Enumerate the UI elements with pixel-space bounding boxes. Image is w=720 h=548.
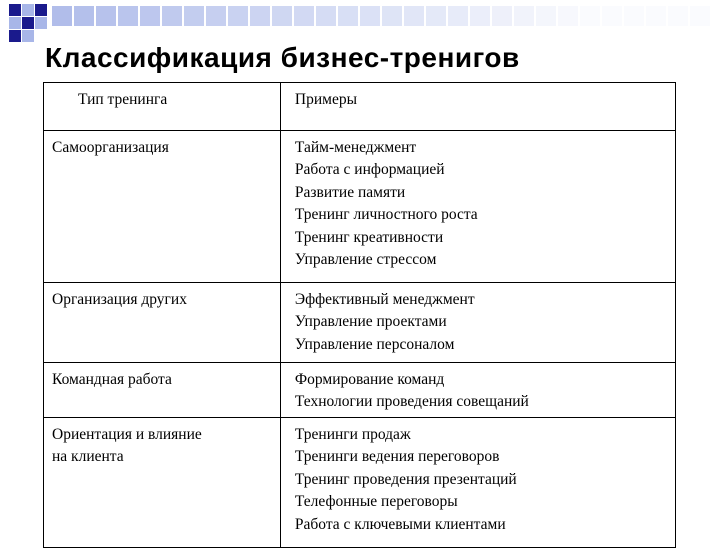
decorative-square xyxy=(206,6,226,26)
decorative-square xyxy=(250,6,270,26)
training-type-line: Организация других xyxy=(52,291,187,308)
decorative-square xyxy=(294,6,314,26)
decorative-square xyxy=(404,6,424,26)
example-item: Управление стрессом xyxy=(294,251,437,269)
example-item: Работа с ключевыми клиентами xyxy=(294,515,506,533)
decorative-square xyxy=(22,30,34,42)
table-row xyxy=(44,363,676,418)
example-item: Тренинги продаж xyxy=(294,426,411,443)
example-item: Телефонные переговоры xyxy=(294,493,458,511)
decorative-square xyxy=(360,6,380,26)
example-item: Управление персоналом xyxy=(294,335,455,353)
decorative-square xyxy=(514,6,534,26)
decorative-square xyxy=(580,6,600,26)
decorative-square xyxy=(338,6,358,26)
training-type-cell xyxy=(44,363,281,418)
example-item: Тренинг личностного роста xyxy=(294,206,478,224)
decorative-square xyxy=(646,6,666,26)
decorative-square xyxy=(492,6,512,26)
decorative-square xyxy=(9,4,21,16)
training-classification-table xyxy=(43,82,676,548)
decorative-square xyxy=(602,6,622,26)
training-type-line: Ориентация и влияние xyxy=(52,426,202,443)
training-type-cell xyxy=(44,131,281,283)
example-item: Развитие памяти xyxy=(294,183,406,201)
slide-title: Классификация бизнес-тренигов xyxy=(45,42,520,73)
training-type-line: на клиента xyxy=(52,448,124,466)
decorative-square xyxy=(624,6,644,26)
example-item: Тайм-менеджмент xyxy=(294,139,417,156)
example-item: Эффективный менеджмент xyxy=(294,291,475,308)
training-type-line: Командная работа xyxy=(52,371,172,388)
examples-cell xyxy=(280,418,675,548)
example-item: Управление проектами xyxy=(294,313,447,331)
decorative-square xyxy=(35,17,47,29)
decorative-square xyxy=(118,6,138,26)
decorative-square xyxy=(52,6,72,26)
decorative-square xyxy=(22,4,34,16)
decorative-square xyxy=(536,6,556,26)
header-examples: Примеры xyxy=(280,83,675,131)
example-item: Технологии проведения совещаний xyxy=(294,393,529,411)
table-row xyxy=(44,283,676,363)
decorative-square xyxy=(690,6,710,26)
example-item: Тренинги ведения переговоров xyxy=(294,448,500,466)
decorative-square xyxy=(228,6,248,26)
decorative-square xyxy=(272,6,292,26)
decorative-square xyxy=(9,30,21,42)
training-type-cell xyxy=(44,283,281,363)
training-type-cell xyxy=(44,418,281,548)
training-type-line: Самоорганизация xyxy=(52,139,169,156)
examples-cell xyxy=(280,363,675,418)
decorative-square xyxy=(316,6,336,26)
decorative-square xyxy=(74,6,94,26)
header-training-type: Тип тренинга xyxy=(44,83,281,131)
decorative-square xyxy=(140,6,160,26)
example-item: Формирование команд xyxy=(294,371,445,388)
decorative-square-band xyxy=(0,0,720,40)
decorative-square xyxy=(162,6,182,26)
table-row xyxy=(44,418,676,548)
examples-cell xyxy=(280,283,675,363)
example-item: Тренинг креативности xyxy=(294,228,444,246)
decorative-square xyxy=(9,17,21,29)
decorative-square xyxy=(382,6,402,26)
table-header-row xyxy=(44,83,676,131)
decorative-square xyxy=(96,6,116,26)
example-item: Тренинг проведения презентаций xyxy=(294,470,517,488)
decorative-square xyxy=(35,4,47,16)
decorative-square xyxy=(668,6,688,26)
decorative-square xyxy=(22,17,34,29)
decorative-square xyxy=(470,6,490,26)
decorative-square xyxy=(184,6,204,26)
examples-cell xyxy=(280,131,675,283)
table-row xyxy=(44,131,676,283)
example-item: Работа с информацией xyxy=(294,161,445,179)
decorative-square xyxy=(426,6,446,26)
decorative-square xyxy=(448,6,468,26)
decorative-square xyxy=(558,6,578,26)
